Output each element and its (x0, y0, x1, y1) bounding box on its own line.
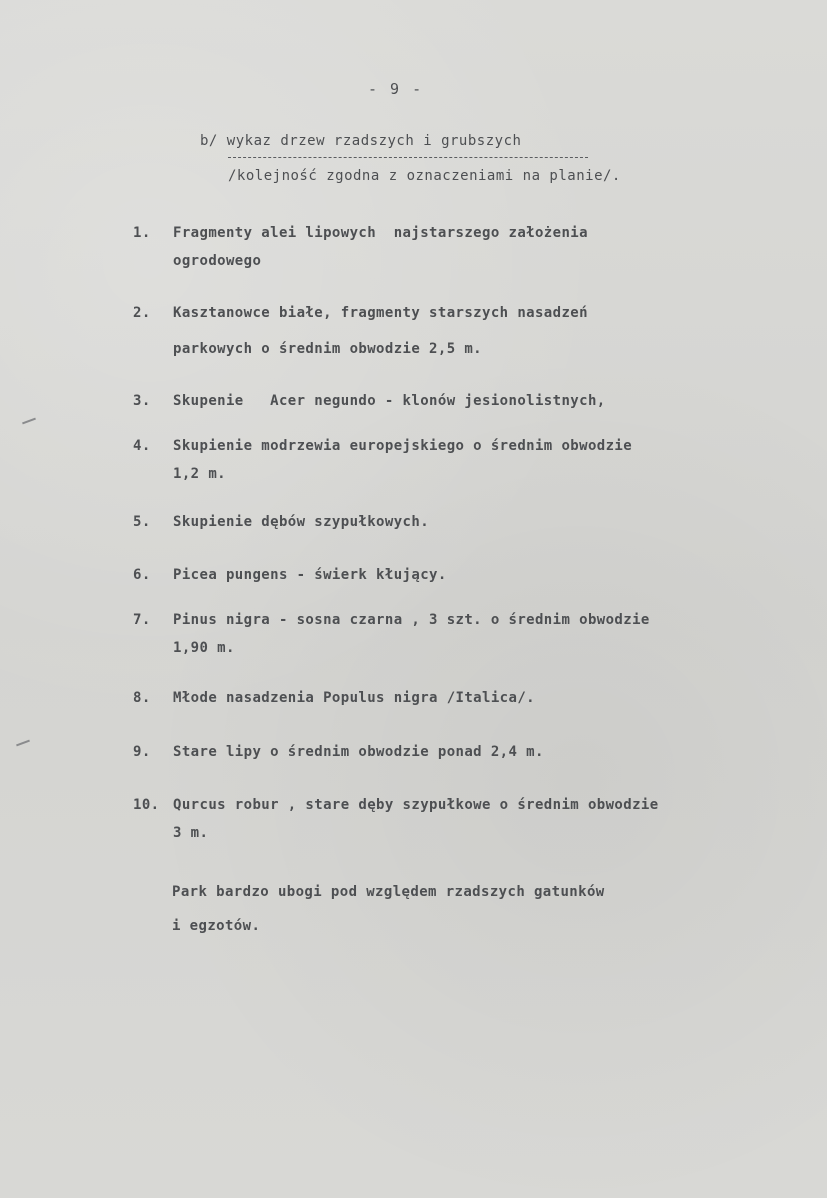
list-item-number: 8. (133, 690, 151, 706)
list-item (133, 299, 773, 367)
list-item-text: Skupienie dębów szypułkowych. (173, 514, 430, 530)
list-item-text: Qurcus robur , stare dęby szypułkowe o średnim obwodzie 3 m. (173, 797, 659, 841)
list-item-number: 3. (133, 393, 151, 409)
list-item-text: Skupenie Acer negundo - klonów jesionolistnych, (173, 393, 606, 409)
list-item (133, 561, 773, 589)
list-item-text: Fragmenty alei lipowych najstarszego założenia ogrodowego (173, 225, 588, 269)
section-heading-note: /kolejność zgodna z oznaczeniami na planie/. (228, 168, 621, 184)
list-item (133, 219, 773, 275)
list-item-text: Skupienie modrzewia europejskiego o średnim obwodzie 1,2 m. (173, 438, 633, 482)
list-item-number: 1. (133, 225, 151, 241)
list-item-text: Picea pungens - świerk kłujący. (173, 567, 447, 583)
list-item-number: 7. (133, 612, 151, 628)
list-item-number: 5. (133, 514, 151, 530)
heading-underline (228, 157, 588, 158)
section-heading: b/ wykaz drzew rzadszych i grubszych (200, 133, 522, 149)
margin-mark (22, 418, 36, 425)
list-item-number: 9. (133, 744, 151, 760)
closing-remark-text: Park bardzo ubogi pod względem rzadszych gatunków i egzotów. (172, 884, 605, 934)
list-item-text: Pinus nigra - sosna czarna , 3 szt. o średnim obwodzie 1,90 m. (173, 612, 650, 656)
list-item (133, 738, 773, 766)
page-number: - 9 - (368, 80, 424, 98)
list-item (133, 508, 773, 536)
list-item-text: Młode nasadzenia Populus nigra /Italica/. (173, 690, 535, 706)
list-item-text: Kasztanowce białe, fragmenty starszych nasadzeń parkowych o średnim obwodzie 2,5 m. (173, 305, 588, 357)
list-item-number: 10. (133, 797, 160, 813)
closing-remark (172, 875, 752, 943)
list-item-number: 6. (133, 567, 151, 583)
list-item (133, 432, 773, 488)
list-item-number: 2. (133, 305, 151, 321)
list-item (133, 791, 773, 847)
list-item (133, 684, 773, 712)
list-item-text: Stare lipy o średnim obwodzie ponad 2,4 m. (173, 744, 544, 760)
list-item (133, 387, 773, 415)
list-item-number: 4. (133, 438, 151, 454)
margin-mark (16, 740, 30, 747)
list-item (133, 606, 773, 662)
